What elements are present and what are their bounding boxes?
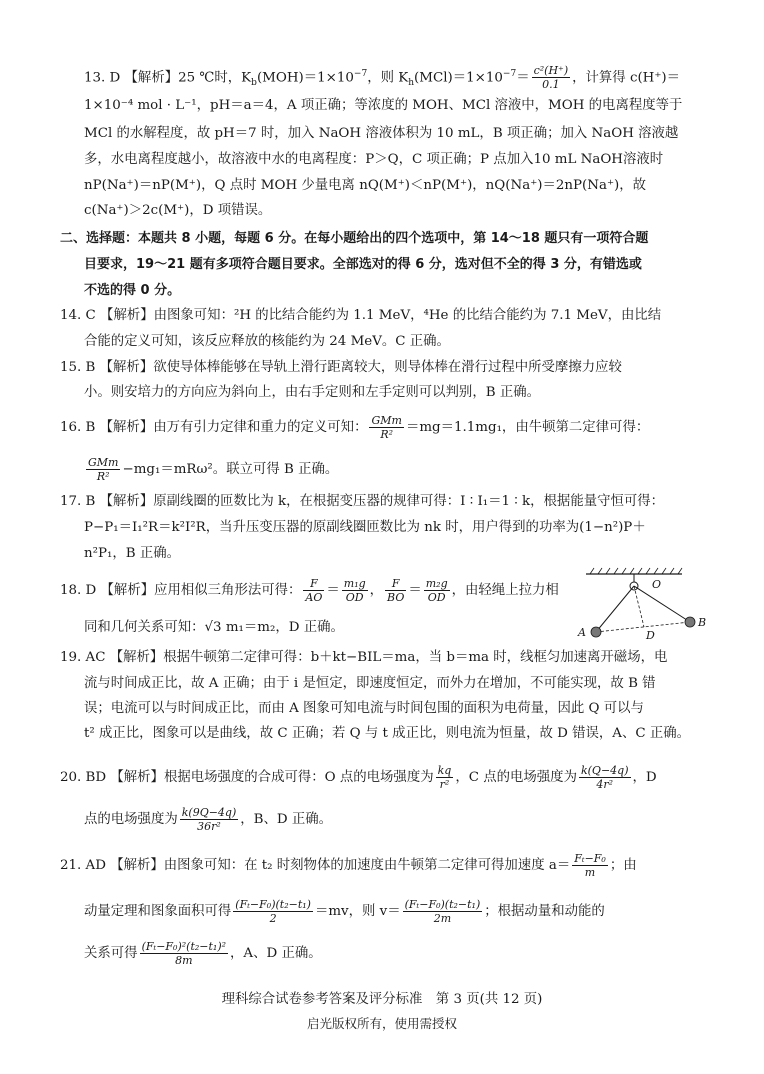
q13-text: (MCl)＝1×10 <box>414 70 503 86</box>
q13-sub: h <box>408 78 415 89</box>
q21-text: ；根据动量和动能的 <box>484 904 605 919</box>
q18-fraction-1 <box>303 577 324 604</box>
fraction-numerator: c²(H⁺) <box>533 64 569 78</box>
fraction-numerator: F <box>303 577 324 591</box>
q16-fraction-1 <box>369 414 403 441</box>
q17-line-3: n²P₁，B 正确。 <box>84 546 181 561</box>
q20-line-2 <box>84 806 332 833</box>
q21-fraction-4 <box>140 940 228 967</box>
ball-a <box>591 627 601 637</box>
line-ab <box>596 622 690 632</box>
q13-text: 13. D 【解析】25 ℃时，K <box>84 70 252 86</box>
q18-text: ＝ <box>408 583 422 598</box>
fraction-denominator: 36r² <box>197 820 221 833</box>
fraction-denominator: BO <box>387 591 405 604</box>
q13-text: (MOH)＝1×10 <box>256 70 354 86</box>
q16-text: ＝mg＝1.1mg₁，由牛顿第二定律可得： <box>405 420 650 435</box>
q20-fraction-3 <box>180 806 239 833</box>
q21-text: ，A、D 正确。 <box>230 946 322 961</box>
q20-text: 20. BD 【解析】根据电场强度的合成可得：O 点的电场强度为 <box>60 770 434 785</box>
fraction-denominator: OD <box>427 591 446 604</box>
q18-fraction-3 <box>385 577 406 604</box>
fraction-denominator: 4r² <box>596 778 614 791</box>
q21-text: 动量定理和图象面积可得 <box>84 904 232 919</box>
q13-text: ＝ <box>516 70 530 86</box>
section-2-heading-line-2: 目要求，19～21 题有多项符合题目要求。全部选对的得 6 分，选对但不全的得 3 分，有错选或 <box>84 257 642 272</box>
fraction-numerator: (Fₜ−F₀)(t₂−t₁) <box>404 898 481 911</box>
fraction-denominator: AO <box>305 591 323 604</box>
fraction-numerator: m₂g <box>425 577 448 590</box>
fraction-numerator: (Fₜ−F₀)²(t₂−t₁)² <box>141 940 227 953</box>
q18-line-1 <box>60 577 559 604</box>
fraction-numerator: GMm <box>371 414 402 427</box>
q21-line-2 <box>84 898 605 925</box>
section-2-heading-line-3: 不选的得 0 分。 <box>84 283 181 298</box>
q20-fraction-1 <box>436 764 454 791</box>
q21-text: 21. AD 【解析】由图象可知：在 t₂ 时刻物体的加速度由牛顿第二定律可得加速度 a＝ <box>60 858 571 873</box>
q21-text: 关系可得 <box>84 946 138 961</box>
q17-line-1: 17. B 【解析】原副线圈的匝数比为 k，在根据变压器的规律可得：I ∶ I₁＝1 ∶ k，根据能量守恒可得： <box>60 494 665 509</box>
q20-fraction-2 <box>579 764 631 791</box>
q16-text: −mg₁＝mRω²。联立可得 B 正确。 <box>122 462 339 477</box>
fraction-denominator: OD <box>345 591 364 604</box>
ceiling-hatching <box>590 568 682 574</box>
fraction-denominator: R² <box>96 470 110 483</box>
q15-line-1: 15. B 【解析】欲使导体棒能够在导轨上滑行距离较大，则导体棒在滑行过程中所受摩擦力应较 <box>60 360 622 375</box>
q13-line-1 <box>84 64 680 93</box>
label-b: B <box>698 616 707 629</box>
fraction-denominator: r² <box>439 778 450 791</box>
fraction-numerator: m₁g <box>343 577 366 590</box>
q21-text: ；由 <box>609 858 637 873</box>
fraction-denominator: R² <box>380 428 394 441</box>
fraction-denominator: m <box>584 866 596 879</box>
q21-fraction-1 <box>572 852 608 879</box>
page-footer: 理科综合试卷参考答案及评分标准 第 3 页(共 12 页) <box>221 992 543 1007</box>
fraction-numerator: kq <box>437 764 452 777</box>
q16-line-2 <box>84 456 338 483</box>
q20-line-1 <box>60 764 657 791</box>
q20-text: 点的电场强度为 <box>84 812 178 827</box>
q19-line-3: 误；电流可以与时间成正比，而由 A 图象可知电流与时间包围的面积为电荷量，因此 Q 可以与 <box>84 701 644 716</box>
label-a: A <box>578 626 586 639</box>
q15-line-2: 小。则安培力的方向应为斜向上，由右手定则和左手定则可以判别，B 正确。 <box>84 385 540 400</box>
q13-sup: −7 <box>353 69 368 79</box>
q18-line-2: 同和几何关系可知：√3 m₁＝m₂，D 正确。 <box>84 620 344 635</box>
q16-fraction-2 <box>86 456 120 483</box>
q13-line-6: c(Na⁺)＞2c(M⁺)，D 项错误。 <box>84 203 272 218</box>
fraction-denominator: 2m <box>433 912 452 925</box>
label-d: D <box>646 629 655 642</box>
copyright-notice: 启光版权所有，使用需授权 <box>306 1016 457 1031</box>
q18-text: ＝ <box>326 583 340 598</box>
q13-line-5: nP(Na⁺)＝nP(M⁺)，Q 点时 MOH 少量电离 nQ(M⁺)＜nP(M⁺)，nQ(Na⁺)＝2nP(Na⁺)，故 <box>84 178 647 193</box>
q19-line-4: t² 成正比，图象可以是曲线，故 C 正确；若 Q 与 t 成正比，则电流为恒量，故 D 错误，A、C 正确。 <box>84 726 691 741</box>
q13-sub: b <box>251 78 257 89</box>
q13-sup: −7 <box>502 69 517 79</box>
q13-line-4: 多，水电离程度越小，故溶液中水的电离程度：P＞Q，C 项正确；P 点加入10 mL NaOH溶液时 <box>84 152 664 167</box>
q20-text: ，D <box>632 770 657 785</box>
q18-fraction-2 <box>342 577 368 604</box>
q17-line-2: P−P₁＝I₁²R＝k²I²R，当升压变压器的原副线圈匝数比为 nk 时，用户得到的功率为(1−n²)P＋ <box>84 520 646 535</box>
q21-fraction-2 <box>233 898 313 925</box>
q16-line-1 <box>60 414 649 441</box>
q13-fraction <box>532 64 571 91</box>
q13-line-3: MCl 的水解程度，故 pH＝7 时，加入 NaOH 溶液体积为 10 mL，B 项正确；加入 NaOH 溶液越 <box>84 126 679 141</box>
q14-line-1: 14. C 【解析】由图象可知：²H 的比结合能约为 1.1 MeV，⁴He 的比结合能约为 7.1 MeV，由比结 <box>60 308 662 323</box>
q18-text: 18. D 【解析】应用相似三角形法可得： <box>60 583 302 598</box>
q20-text: ，C 点的电场强度为 <box>455 770 577 785</box>
q13-text: ，则 K <box>367 70 409 86</box>
fraction-denominator: 8m <box>175 954 193 967</box>
q16-text: 16. B 【解析】由万有引力定律和重力的定义可知： <box>60 420 368 435</box>
label-o: O <box>652 578 662 591</box>
fraction-numerator: k(Q−4q) <box>580 764 629 777</box>
q13-text: ，计算得 c(H⁺)＝ <box>572 70 681 86</box>
ball-b <box>685 617 695 627</box>
q21-text: ＝mv，则 v＝ <box>314 904 401 919</box>
fraction-denominator: 0.1 <box>542 78 560 92</box>
fraction-numerator: Fₜ−F₀ <box>574 852 606 865</box>
fraction-numerator: (Fₜ−F₀)(t₂−t₁) <box>235 898 311 911</box>
q18-text: ， <box>369 583 384 598</box>
rope-a <box>596 586 634 632</box>
q19-line-1: 19. AC 【解析】根据牛顿第二定律可得：b＋kt−BIL＝ma，当 b＝ma 时，线框匀加速离开磁场，电 <box>60 650 668 665</box>
fraction-numerator: F <box>385 577 406 591</box>
fraction-denominator: 2 <box>269 912 277 925</box>
q21-fraction-3 <box>403 898 483 925</box>
q21-line-1 <box>60 852 637 879</box>
section-2-heading-line-1: 二、选择题：本题共 8 小题，每题 6 分。在每小题给出的四个选项中，第 14～18 题只有一项符合题 <box>60 231 649 246</box>
pendulum-triangle-figure <box>572 566 712 642</box>
line-od <box>634 586 644 627</box>
q13-line-2: 1×10⁻⁴ mol · L⁻¹，pH＝a＝4，A 项正确；等浓度的 MOH、MCl 溶液中，MOH 的电离程度等于 <box>84 98 683 113</box>
q20-text: ，B、D 正确。 <box>240 812 333 827</box>
q21-line-3 <box>84 940 322 967</box>
fraction-numerator: GMm <box>88 456 119 469</box>
rope-b <box>634 586 690 622</box>
q18-fraction-4 <box>424 577 450 604</box>
fraction-numerator: k(9Q−4q) <box>181 806 237 819</box>
q14-line-2: 合能的定义可知，该反应释放的核能约为 24 MeV。C 正确。 <box>84 334 450 349</box>
q19-line-2: 流与时间成正比，故 A 正确；由于 i 是恒定，即速度恒定，而外力在增加，不可能实现，故 B 错 <box>84 676 656 691</box>
q18-text: ，由轻绳上拉力相 <box>451 583 559 598</box>
